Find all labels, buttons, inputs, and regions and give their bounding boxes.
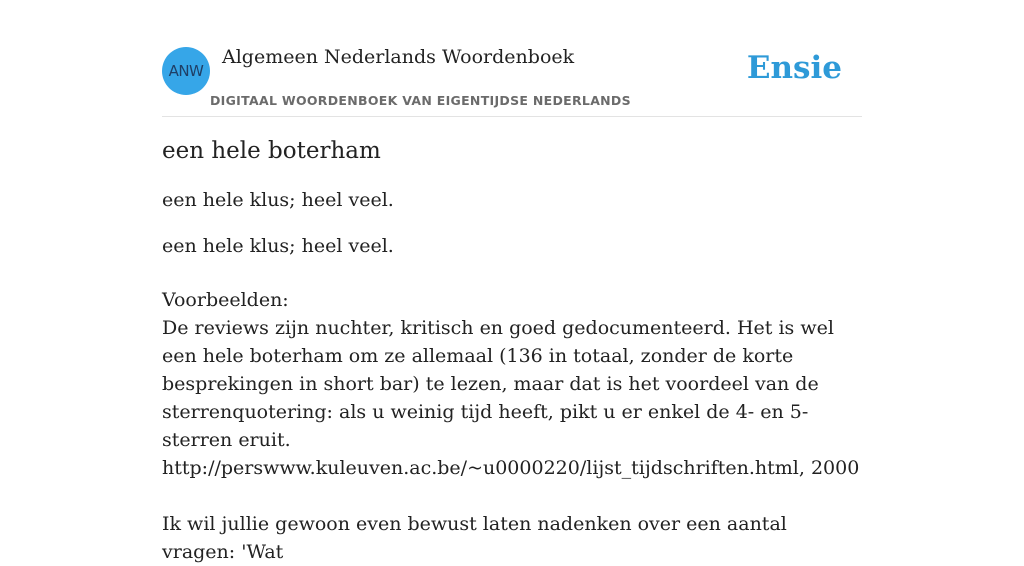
example-source: http://perswww.kuleuven.ac.be/~u0000220/lijst_tijdschriften.html, 2000	[162, 457, 860, 479]
spacer	[162, 482, 862, 510]
ensie-brand-link[interactable]: Ensie	[746, 50, 842, 86]
entry-content	[162, 138, 862, 566]
definition-short: een hele klus; heel veel.	[162, 189, 394, 211]
logo-text: ANW	[168, 62, 204, 80]
definition-full: een hele klus; heel veel.	[162, 235, 394, 257]
example-text: De reviews zijn nuchter, kritisch en goed gedocumenteerd. Het is wel een hele boterham om ze allemaal (136 in totaal, zonder de korte besprekingen in short bar) te lezen, maar dat is het voordeel van de sterrenquotering: als u weinig tijd heeft, pikt u er enkel de 4- en 5-sterren eruit.	[162, 317, 834, 451]
example-text: Ik wil jullie gewoon even bewust laten nadenken over een aantal vragen: 'Wat	[162, 513, 787, 563]
entry-term: een hele boterham	[162, 138, 381, 164]
examples-heading: Voorbeelden:	[162, 289, 289, 311]
site-header	[162, 40, 862, 117]
site-subtitle: DIGITAAL WOORDENBOEK VAN EIGENTIJDSE NEDERLANDS	[210, 93, 631, 108]
examples-section	[162, 286, 862, 566]
anw-logo[interactable]	[162, 47, 210, 95]
site-title[interactable]: Algemeen Nederlands Woordenboek	[222, 46, 575, 68]
